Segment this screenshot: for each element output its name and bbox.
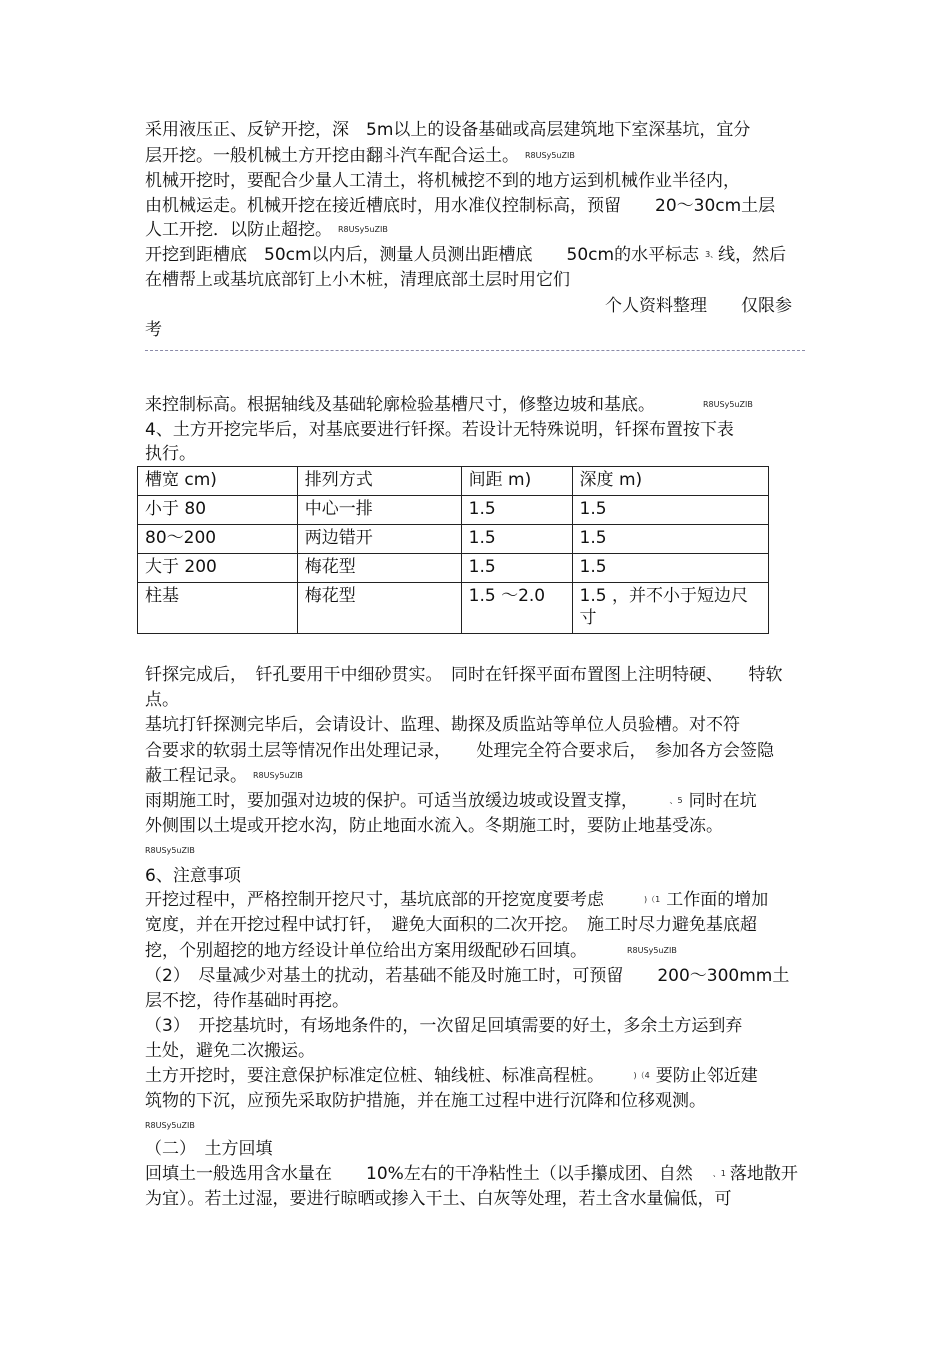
text-fragment: 层开挖。一般机械土方开挖由翻斗汽车配合运土。 — [145, 146, 519, 166]
list-marker: )（1 — [644, 895, 661, 904]
section-heading: 4、土方开挖完毕后，对基底要进行钎探。若设计无特殊说明，钎探布置按下表 — [145, 420, 734, 440]
text-fragment: 回填土一般选用含水量在 10%左右的干净粘性土（以手攥成团、自然 — [145, 1164, 693, 1184]
text-line: 合要求的软弱土层等情况作出处理记录， 处理完全符合要求后， 参加各方会签隐 — [145, 741, 774, 761]
watermark-code: R8USy5uZIB — [145, 1121, 195, 1130]
list-marker: )（4 — [633, 1071, 650, 1080]
watermark-code: R8USy5uZIB — [627, 946, 677, 955]
watermark-code: R8USy5uZIB — [253, 771, 303, 780]
watermark-code: R8USy5uZIB — [338, 225, 388, 234]
table-cell: 大于 200 — [138, 554, 298, 583]
list-marker: 3、 — [705, 250, 719, 259]
text-fragment: 土方开挖时，要注意保护标准定位桩、轴线桩、标准高程桩。 — [145, 1066, 596, 1086]
table-cell: 1.5 — [461, 525, 572, 554]
text-line — [145, 244, 786, 266]
table-row — [138, 525, 769, 554]
list-item: （3） 开挖基坑时，有场地条件的，一次留足回填需要的好土，多余土方运到弃 — [145, 1016, 743, 1036]
watermark-code: R8USy5uZIB — [525, 151, 575, 160]
list-marker: 、5 — [669, 796, 683, 805]
probe-layout-table — [137, 466, 769, 634]
table-cell: 两边错开 — [297, 525, 461, 554]
text-line: 采用液压正、反铲开挖，深 5m以上的设备基础或高层建筑地下室深基坑，宜分 — [145, 120, 751, 140]
table-header-cell: 深度 m) — [572, 467, 768, 496]
list-marker: 、1 — [712, 1169, 726, 1178]
text-fragment: 同时在坑 — [688, 791, 757, 811]
text-fragment: 挖，个别超挖的地方经设计单位给出方案用级配砂石回填。 — [145, 941, 587, 961]
text-line: 机械开挖时，要配合少量人工清土，将机械挖不到的地方运到机械作业半径内， — [145, 171, 740, 191]
table-row — [138, 496, 769, 525]
table-cell: 1.5 ～2.0 — [461, 583, 572, 634]
table-cell: 80～200 — [138, 525, 298, 554]
table-header-row — [138, 467, 769, 496]
text-line — [145, 145, 575, 167]
text-line — [145, 1163, 798, 1185]
table-header-cell: 槽宽 cm) — [138, 467, 298, 496]
text-line: 土处，避免二次搬运。 — [145, 1041, 315, 1061]
table-cell: 1.5 — [461, 554, 572, 583]
table-cell: 梅花型 — [297, 554, 461, 583]
text-line: 外侧围以土堤或开挖水沟，防止地面水流入。冬期施工时，要防止地基受冻。 — [145, 816, 723, 836]
text-fragment: 雨期施工时，要加强对边坡的保护。可适当放缓边坡或设置支撑， — [145, 791, 630, 811]
table-header-cell: 排列方式 — [297, 467, 461, 496]
text-line — [145, 219, 388, 241]
text-fragment: 开挖到距槽底 50cm以内后，测量人员测出距槽底 50cm的水平标志 — [145, 245, 700, 265]
table-row — [138, 583, 769, 634]
text-line — [145, 889, 768, 911]
table-row — [138, 554, 769, 583]
text-line: 由机械运走。机械开挖在接近槽底时，用水准仪控制标高，预留 20～30cm土层 — [145, 196, 776, 216]
table-cell: 1.5 — [572, 525, 768, 554]
text-line: 宽度，并在开挖过程中试打钎， 避免大面积的二次开挖。 施工时尽力避免基底超 — [145, 915, 757, 935]
text-fragment: 要防止邻近建 — [655, 1066, 758, 1086]
section-heading: （二） 土方回填 — [145, 1139, 273, 1159]
text-line: 执行。 — [145, 444, 196, 464]
watermark-code: R8USy5uZIB — [703, 400, 753, 409]
text-fragment: 蔽工程记录。 — [145, 766, 247, 786]
footer-note: 个人资料整理 仅限参 — [605, 296, 792, 316]
table-cell: 柱基 — [138, 583, 298, 634]
text-line: 筑物的下沉，应预先采取防护措施，并在施工过程中进行沉降和位移观测。 — [145, 1091, 706, 1111]
text-fragment: 线，然后 — [718, 245, 787, 265]
text-fragment: 人工开挖．以防止超挖。 — [145, 220, 332, 240]
text-line: 点。 — [145, 690, 179, 710]
text-line — [145, 394, 753, 416]
text-line: 基坑打钎探测完毕后，会请设计、监理、勘探及质监站等单位人员验槽。对不符 — [145, 715, 740, 735]
table-cell: 梅花型 — [297, 583, 461, 634]
text-fragment: 工作面的增加 — [666, 890, 769, 910]
section-heading: 6、注意事项 — [145, 866, 241, 886]
text-fragment: 开挖过程中，严格控制开挖尺寸，基坑底部的开挖宽度要考虑 — [145, 890, 604, 910]
page-separator — [145, 350, 805, 351]
table-cell: 1.5 — [572, 496, 768, 525]
watermark-code: R8USy5uZIB — [145, 846, 195, 855]
list-item: （2） 尽量减少对基土的扰动，若基础不能及时施工时，可预留 200～300mm土 — [145, 966, 790, 986]
table-header-cell: 间距 m) — [461, 467, 572, 496]
text-fragment: 落地散开 — [729, 1164, 798, 1184]
text-line — [145, 765, 303, 787]
text-fragment: 来控制标高。根据轴线及基础轮廓检验基槽尺寸，修整边坡和基底。 — [145, 395, 655, 415]
text-line: 为宜）。若土过湿，要进行晾晒或掺入干土、白灰等处理，若土含水量偏低，可 — [145, 1189, 732, 1209]
text-line — [145, 940, 677, 962]
table-cell: 1.5 — [572, 554, 768, 583]
table-cell: 小于 80 — [138, 496, 298, 525]
text-line: 层不挖，待作基础时再挖。 — [145, 991, 349, 1011]
text-line: 在槽帮上或基坑底部钉上小木桩，清理底部土层时用它们 — [145, 270, 570, 290]
footer-note: 考 — [145, 320, 162, 340]
table-cell: 1.5 — [461, 496, 572, 525]
text-line: 钎探完成后， 钎孔要用干中细砂贯实。 同时在钎探平面布置图上注明特硬、 特软 — [145, 665, 783, 685]
text-line — [145, 790, 757, 812]
text-line — [145, 1065, 758, 1087]
table-cell: 1.5 ，并不小于短边尺寸 — [572, 583, 768, 634]
table-cell: 中心一排 — [297, 496, 461, 525]
